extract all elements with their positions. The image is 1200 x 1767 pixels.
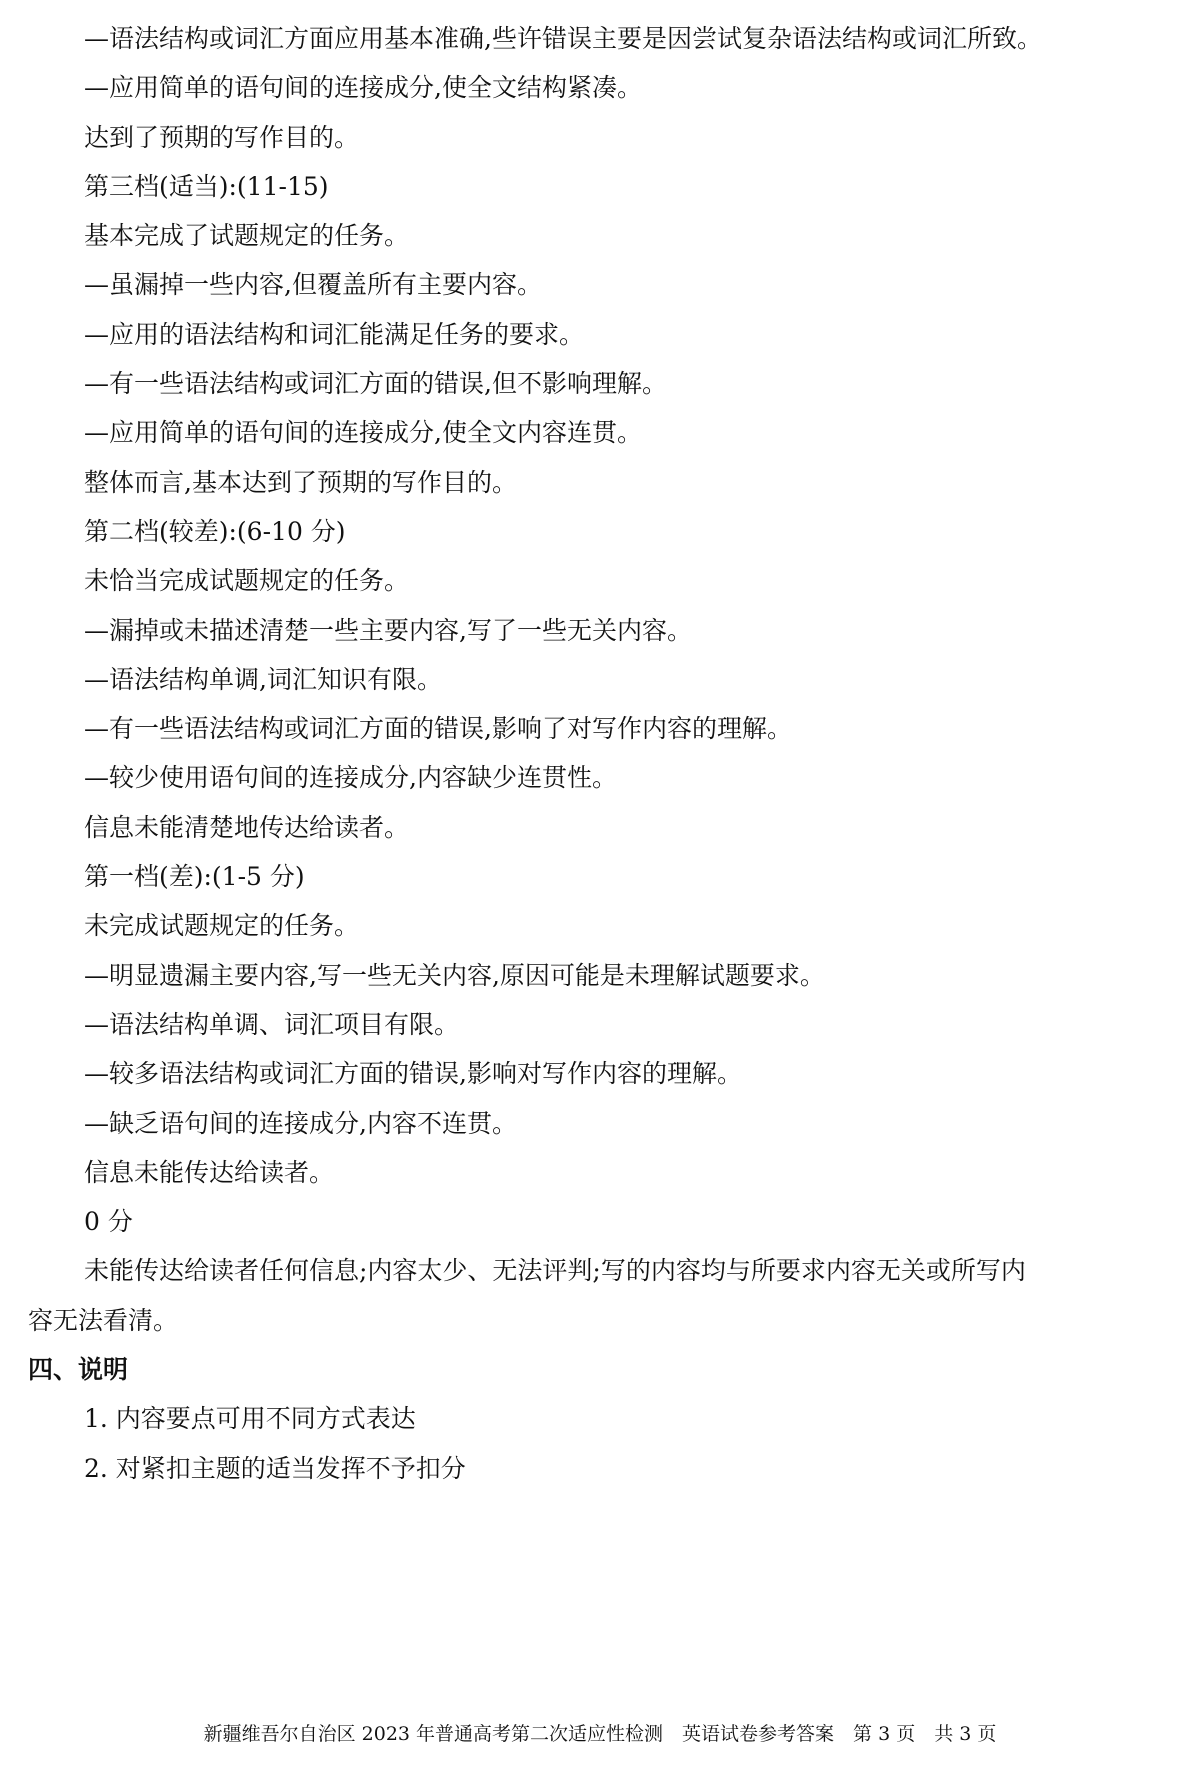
text-line: —语法结构单调,词汇知识有限。 xyxy=(84,664,442,694)
text-line: 整体而言,基本达到了预期的写作目的。 xyxy=(84,467,517,497)
text-line: —较多语法结构或词汇方面的错误,影响对写作内容的理解。 xyxy=(84,1059,742,1089)
text-line: 未完成试题规定的任务。 xyxy=(84,911,360,941)
zero-description-line-1: 未能传达给读者任何信息;内容太少、无法评判;写的内容均与所要求内容无关或所写内 xyxy=(84,1256,1026,1286)
text-line: —缺乏语句间的连接成分,内容不连贯。 xyxy=(84,1108,517,1138)
text-line: —明显遗漏主要内容,写一些无关内容,原因可能是未理解试题要求。 xyxy=(84,960,825,990)
text-line: —应用简单的语句间的连接成分,使全文内容连贯。 xyxy=(84,418,642,448)
text-line: —应用的语法结构和词汇能满足任务的要求。 xyxy=(84,319,585,349)
page-footer: 新疆维吾尔自治区 2023 年普通高考第二次适应性检测 英语试卷参考答案 第 3 页 共 3 页 xyxy=(203,1723,997,1745)
grade-heading-3: 第三档(适当):(11-15) xyxy=(84,171,329,201)
zero-description-line-2: 容无法看清。 xyxy=(28,1305,179,1335)
text-line: —有一些语法结构或词汇方面的错误,影响了对写作内容的理解。 xyxy=(84,714,792,744)
grade-heading-0: 0 分 xyxy=(84,1207,133,1237)
text-line: 信息未能清楚地传达给读者。 xyxy=(84,812,410,842)
text-line: —语法结构单调、词汇项目有限。 xyxy=(84,1009,460,1039)
text-line: 达到了预期的写作目的。 xyxy=(84,122,360,152)
note-item: 1. 内容要点可用不同方式表达 xyxy=(84,1404,416,1434)
note-item: 2. 对紧扣主题的适当发挥不予扣分 xyxy=(84,1453,466,1483)
section-heading: 四、说明 xyxy=(28,1355,129,1385)
grade-heading-2: 第二档(较差):(6-10 分) xyxy=(84,516,346,546)
text-line: 信息未能传达给读者。 xyxy=(84,1157,335,1187)
text-line: 未恰当完成试题规定的任务。 xyxy=(84,566,410,596)
document-body xyxy=(0,14,1200,1493)
grade-heading-1: 第一档(差):(1-5 分) xyxy=(84,862,305,892)
text-line: —应用简单的语句间的连接成分,使全文结构紧凑。 xyxy=(84,73,642,103)
text-line: —漏掉或未描述清楚一些主要内容,写了一些无关内容。 xyxy=(84,615,692,645)
text-line: 基本完成了试题规定的任务。 xyxy=(84,221,410,251)
text-line: —较少使用语句间的连接成分,内容缺少连贯性。 xyxy=(84,763,617,793)
text-line: —虽漏掉一些内容,但覆盖所有主要内容。 xyxy=(84,270,542,300)
text-line: —语法结构或词汇方面应用基本准确,些许错误主要是因尝试复杂语法结构或词汇所致。 xyxy=(84,24,1042,53)
text-line: —有一些语法结构或词汇方面的错误,但不影响理解。 xyxy=(84,369,667,399)
